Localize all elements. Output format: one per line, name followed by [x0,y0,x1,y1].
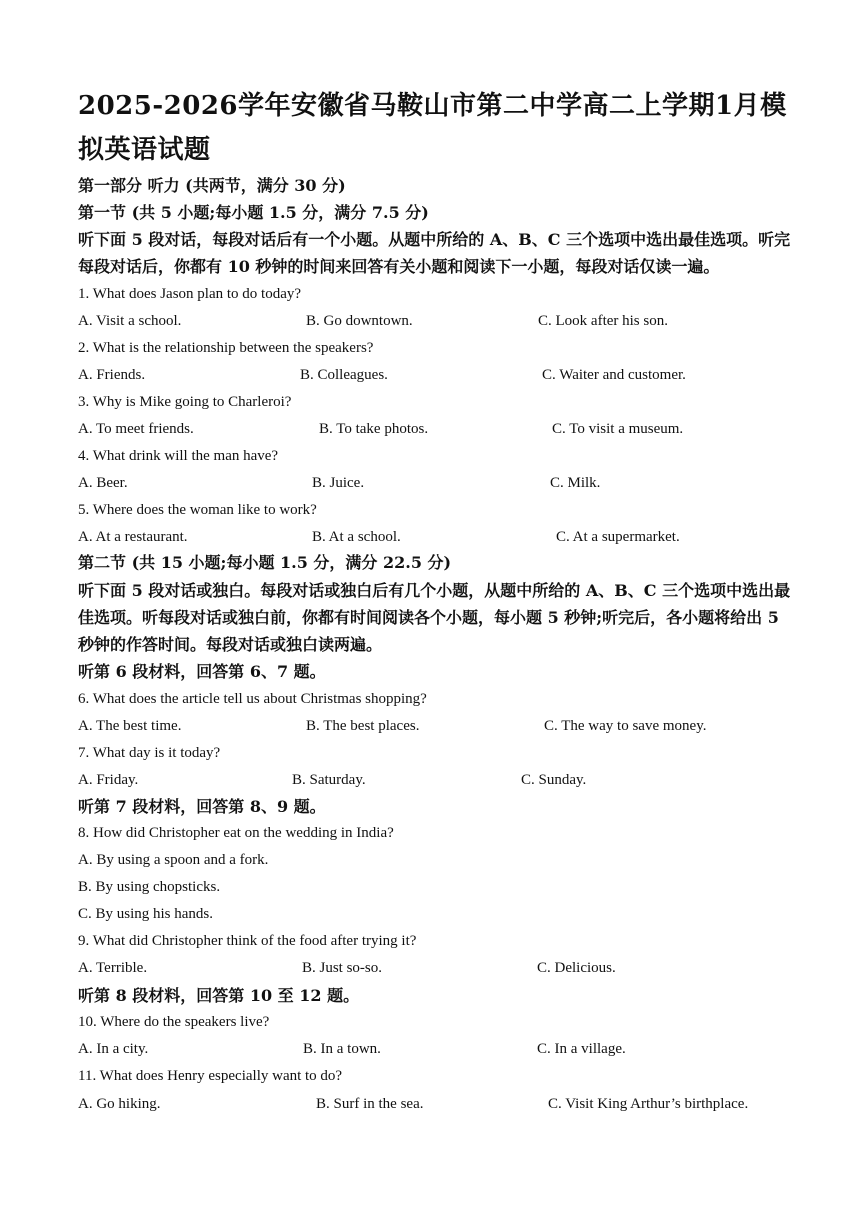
section2-heading: 第二节 (共 15 小题;每小题 1.5 分，满分 22.5 分) [78,553,452,572]
question-stem: 5. Where does the woman like to work? [78,502,317,518]
option-c: C. At a supermarket. [556,529,680,545]
option-a: A. Beer. [78,475,128,491]
option-c: C. Visit King Arthur’s birthplace. [548,1096,749,1112]
question-stem: 2. What is the relationship between the speakers? [78,340,374,356]
option-b: B. Go downtown. [306,313,413,329]
option-b: B. Saturday. [292,772,366,788]
option-a: A. In a city. [78,1041,149,1057]
option-a: A. At a restaurant. [78,529,188,545]
option-a: A. Friends. [78,367,146,383]
option-c: C. Waiter and customer. [542,367,686,383]
option-b: B. To take photos. [319,421,429,437]
option-b: B. Colleagues. [300,367,388,383]
option-b: B. Juice. [312,475,365,491]
option-a: A. Visit a school. [78,313,182,329]
option-c: C. Milk. [550,475,601,491]
option-a: A. The best time. [78,718,182,734]
section1-instructions: 听下面 5 段对话，每段对话后有一个小题。从题中所给的 A、B、C 三个选项中选出最佳选项。听完每段对话后，你都有 10 秒钟的时间来回答有关小题和阅读下一小题，每段对话仅读一遍。 [78,230,791,276]
option-b: B. Surf in the sea. [316,1096,424,1112]
option-c: C. In a village. [537,1041,626,1057]
question-stem: 7. What day is it today? [78,745,221,761]
option-a: A. Friday. [78,772,139,788]
section1-heading: 第一节 (共 5 小题;每小题 1.5 分，满分 7.5 分) [78,203,429,222]
option-b: B. In a town. [303,1041,381,1057]
option-c: C. To visit a museum. [552,421,684,437]
part1-heading: 第一部分 听力 (共两节，满分 30 分) [78,176,346,195]
option-a: A. By using a spoon and a fork. [78,852,269,868]
option-b: B. By using chopsticks. [78,879,221,895]
section2-instructions: 听下面 5 段对话或独白。每段对话或独白后有几个小题，从题中所给的 A、B、C 三个选项中选出最佳选项。听每段对话或独白前，你都有时间阅读各个小题，每小题 5 秒钟;听完后，各小题将给出 5 秒钟的作答时间。每段对话或独白读两遍。 [78,581,791,654]
option-a: A. To meet friends. [78,421,194,437]
option-c: C. The way to save money. [544,718,707,734]
question-stem: 8. How did Christopher eat on the wedding in India? [78,825,394,841]
option-b: B. Just so-so. [302,960,383,976]
material-label: 听第 6 段材料，回答第 6、7 题。 [78,662,326,681]
option-c: C. Look after his son. [538,313,668,329]
exam-title: 2025-2026学年安徽省马鞍山市第二中学高二上学期1月模拟英语试题 [78,91,787,165]
material-label: 听第 8 段材料，回答第 10 至 12 题。 [78,986,360,1005]
option-a: A. Terrible. [78,960,148,976]
question-stem: 1. What does Jason plan to do today? [78,286,302,302]
option-b: B. The best places. [306,718,420,734]
question-stem: 6. What does the article tell us about Christmas shopping? [78,691,427,707]
material-label: 听第 7 段材料，回答第 8、9 题。 [78,797,326,816]
option-c: C. Delicious. [537,960,616,976]
option-c: C. Sunday. [521,772,587,788]
question-stem: 9. What did Christopher think of the food after trying it? [78,933,417,949]
question-stem: 10. Where do the speakers live? [78,1014,270,1030]
option-c: C. By using his hands. [78,906,214,922]
question-stem: 3. Why is Mike going to Charleroi? [78,394,292,410]
question-stem: 4. What drink will the man have? [78,448,279,464]
option-b: B. At a school. [312,529,401,545]
question-stem: 11. What does Henry especially want to do? [78,1068,343,1084]
option-a: A. Go hiking. [78,1096,161,1112]
